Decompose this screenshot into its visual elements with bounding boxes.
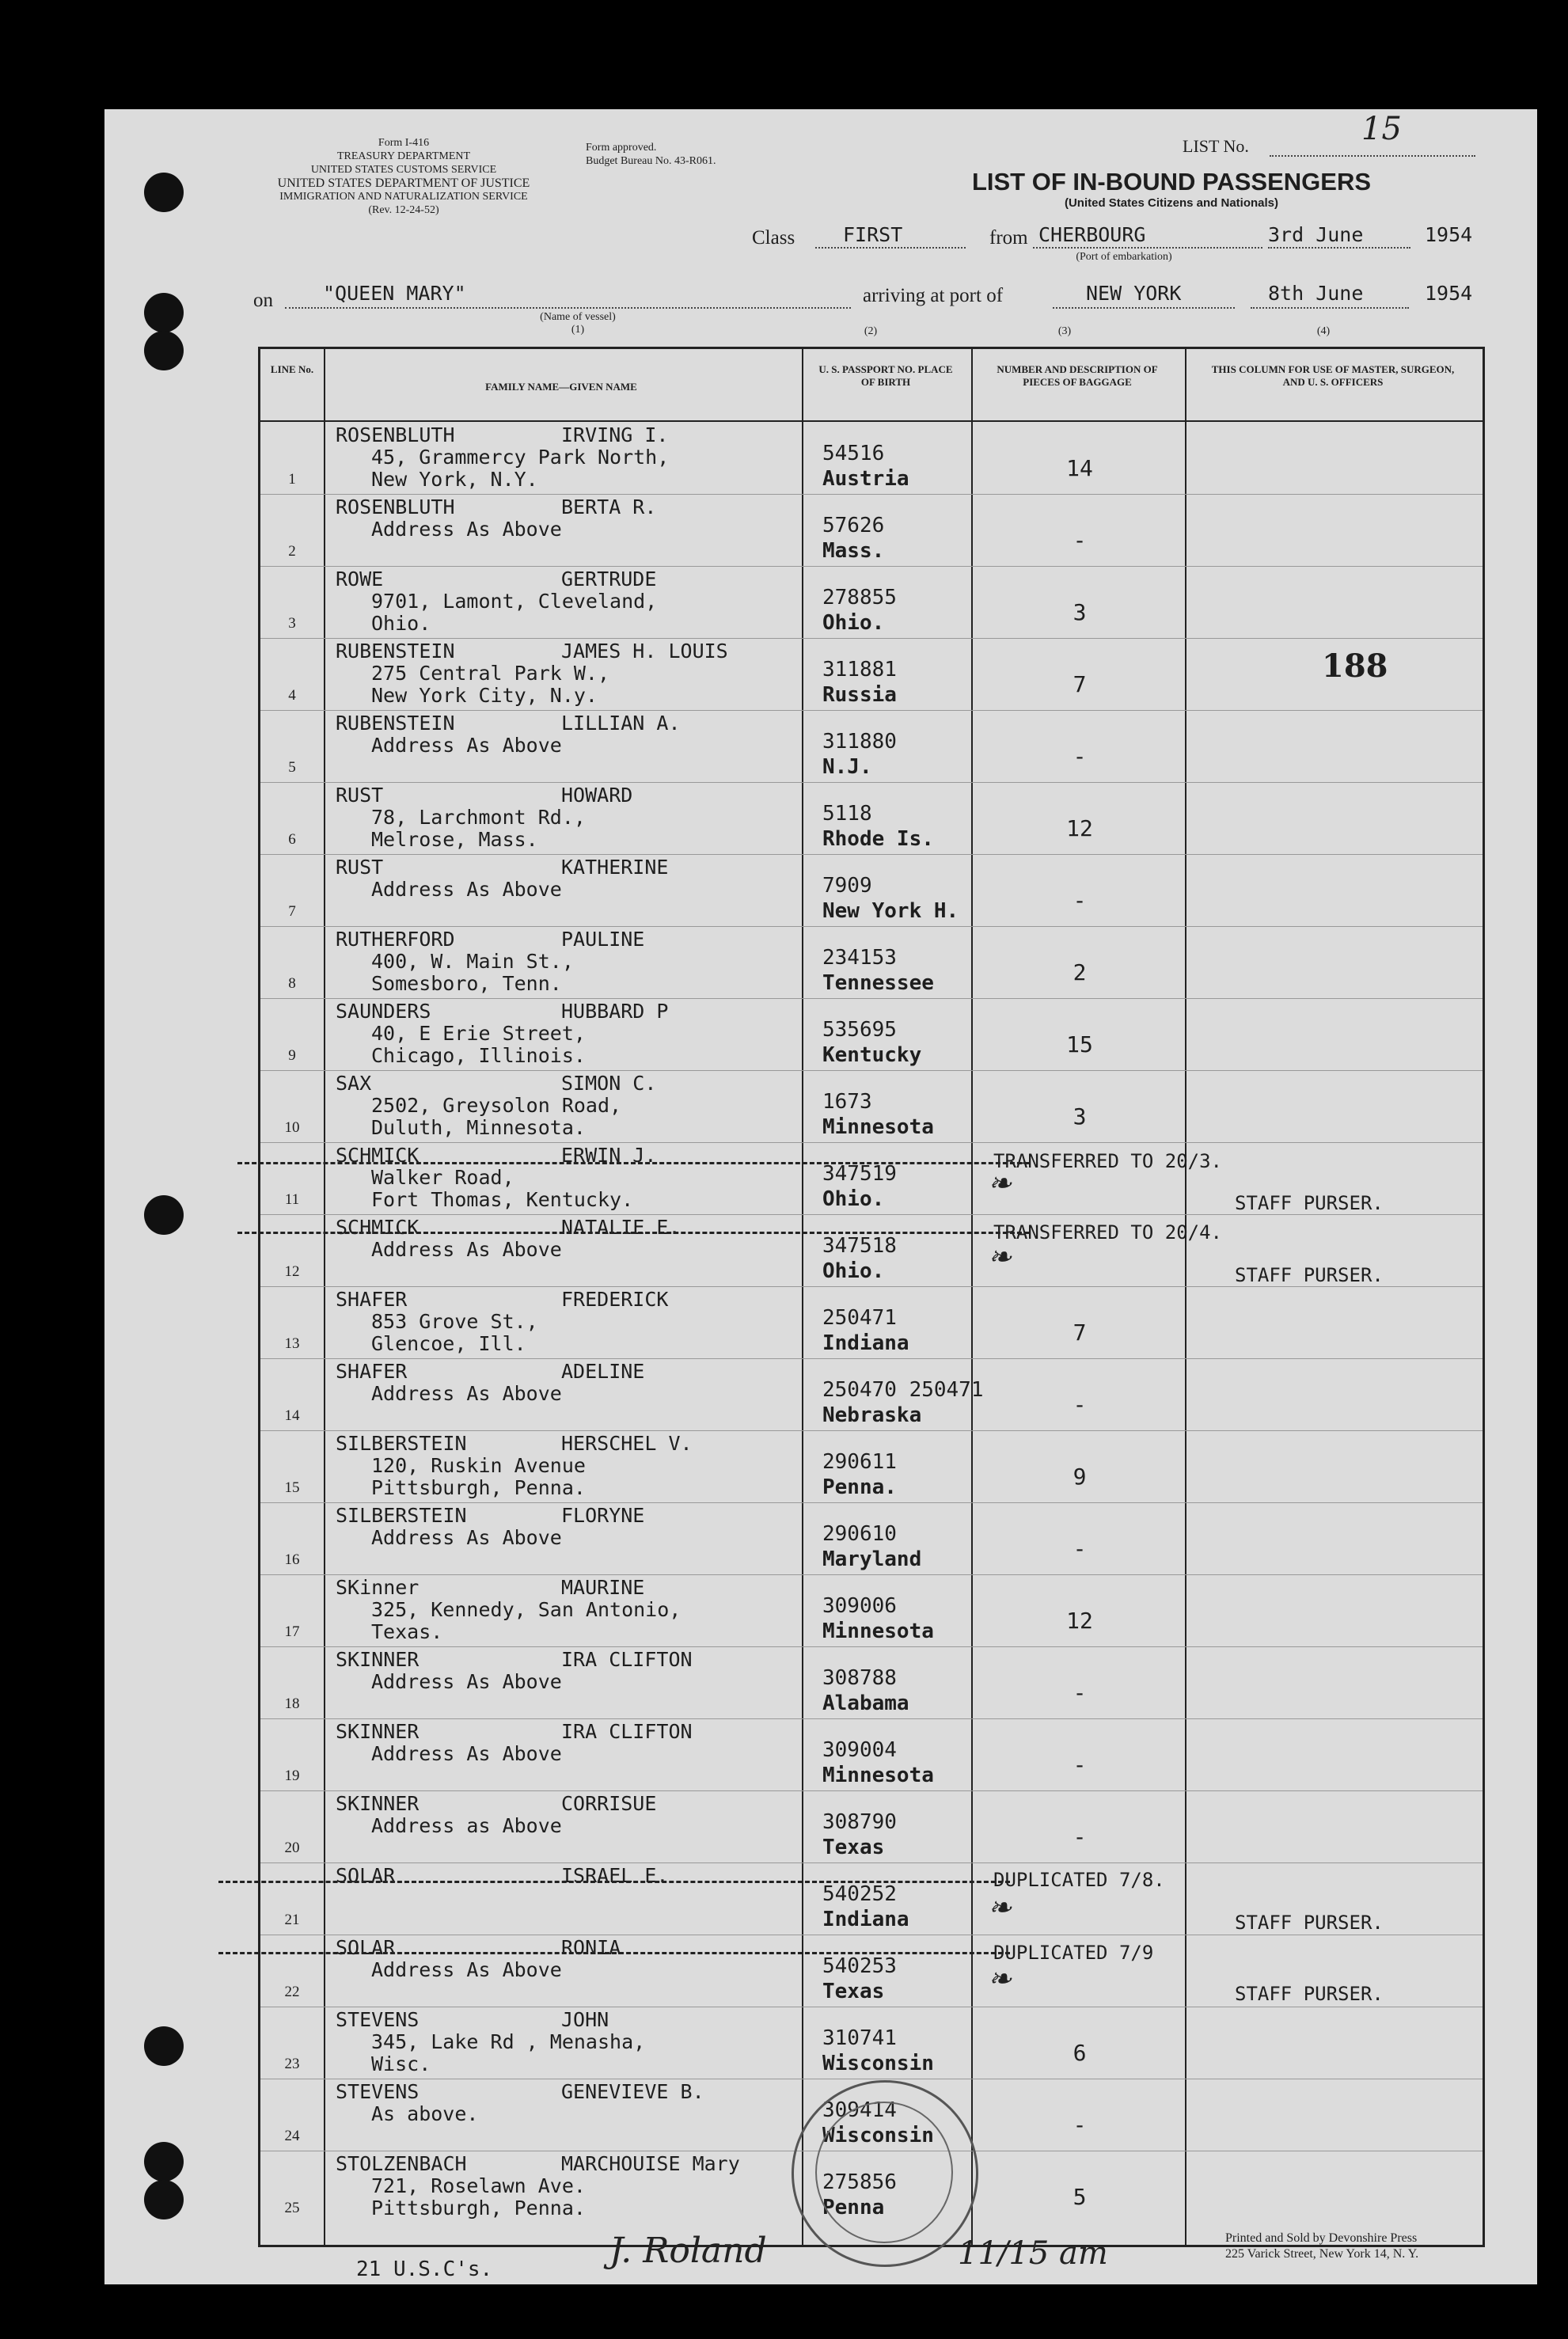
passport-number: 234153: [822, 946, 897, 970]
address-line-1: 120, Ruskin Avenue: [371, 1454, 586, 1477]
line-number: 8: [288, 975, 296, 992]
embark-date: 3rd June: [1268, 223, 1364, 246]
given-name: SIMON C.: [561, 1072, 657, 1095]
arrival-port: NEW YORK: [1086, 282, 1182, 305]
class-value: FIRST: [843, 223, 903, 246]
place-of-birth: Tennessee: [822, 971, 934, 995]
family-name: STOLZENBACH: [336, 2152, 467, 2175]
passport-number: 309004: [822, 1738, 897, 1762]
line-number: 1: [288, 471, 296, 488]
family-name: SKINNER: [336, 1720, 420, 1743]
baggage-count: 7: [1073, 671, 1087, 697]
table-row: [260, 566, 1483, 638]
given-name: IRA CLIFTON: [561, 1648, 693, 1671]
staff-purser-12: STAFF PURSER.: [1235, 1264, 1384, 1286]
purser-signature: ❧: [988, 1892, 1012, 1924]
passport-number: 309006: [822, 1594, 897, 1618]
given-name: LILLIAN A.: [561, 712, 681, 735]
from-label: from: [989, 227, 1028, 249]
table-row: [260, 926, 1483, 998]
place-of-birth: Nebraska: [822, 1403, 922, 1427]
note-line-21: DUPLICATED 7/8.: [993, 1869, 1165, 1891]
given-name: HERSCHEL V.: [561, 1432, 693, 1455]
line-number: 21: [284, 1912, 300, 1928]
address-line-1: 853 Grove St.,: [371, 1310, 538, 1333]
family-name: SOLAR: [336, 1864, 396, 1887]
address-line-2: Pittsburgh, Penna.: [371, 1476, 586, 1499]
duplicate-dash-line: [218, 1952, 1010, 1954]
baggage-count: -: [1073, 887, 1087, 913]
line-number: 25: [284, 2200, 300, 2216]
address-line-1: Address As Above: [371, 1742, 562, 1765]
place-of-birth: Minnesota: [822, 1619, 934, 1643]
line-number: 10: [284, 1119, 300, 1136]
passport-number: 311880: [822, 730, 897, 754]
place-of-birth: Minnesota: [822, 1115, 934, 1139]
row-divider: [260, 1142, 1483, 1143]
baggage-count: -: [1073, 1752, 1087, 1778]
col-header-officers: THIS COLUMN FOR USE OF MASTER, SURGEON, AND U. S. OFFICERS: [1211, 363, 1455, 388]
place-of-birth: Kentucky: [822, 1043, 922, 1067]
address-line-2: Somesboro, Tenn.: [371, 972, 562, 995]
address-line-2: New York City, N.y.: [371, 684, 598, 707]
treasury-dept: TREASURY DEPARTMENT: [336, 150, 471, 162]
address-line-1: 400, W. Main St.,: [371, 950, 574, 973]
baggage-count: -: [1073, 1824, 1087, 1850]
arrival-year: 1954: [1425, 282, 1473, 305]
place-of-birth: Texas: [822, 1980, 885, 2003]
table-row: [260, 782, 1483, 854]
line-number: 12: [284, 1263, 300, 1280]
row-divider: [260, 854, 1483, 855]
table-row: [260, 1430, 1483, 1502]
family-name: SHAFER: [336, 1288, 408, 1311]
page-title: LIST OF IN-BOUND PASSENGERS: [971, 168, 1372, 196]
customs-service: UNITED STATES CUSTOMS SERVICE: [310, 164, 497, 176]
address-line-2: Pittsburgh, Penna.: [371, 2197, 586, 2219]
address-line-1: Address as Above: [371, 1814, 562, 1837]
address-line-2: Fort Thomas, Kentucky.: [371, 1188, 634, 1211]
address-line-1: 78, Larchmont Rd.,: [371, 806, 586, 829]
approval-block: [586, 141, 807, 168]
line-number: 23: [284, 2056, 300, 2072]
line-number: 2: [288, 543, 296, 560]
from-line: [1033, 247, 1262, 249]
embark-year: 1954: [1425, 223, 1473, 246]
given-name: HUBBARD P: [561, 1000, 669, 1023]
port-embark-note: (Port of embarkation): [1076, 251, 1172, 263]
passport-number: 290610: [822, 1522, 897, 1546]
baggage-count: -: [1073, 2112, 1087, 2138]
passport-number: 290611: [822, 1450, 897, 1474]
line-number: 19: [284, 1768, 300, 1784]
row-divider: [260, 494, 1483, 495]
address-line-2: Wisc.: [371, 2052, 431, 2075]
passport-number: 540253: [822, 1954, 897, 1978]
staff-purser-11: STAFF PURSER.: [1235, 1192, 1384, 1214]
family-name: RUTHERFORD: [336, 928, 455, 951]
row-divider: [260, 1790, 1483, 1791]
table-row: [260, 1286, 1483, 1358]
row-divider: [260, 1430, 1483, 1431]
passport-number: 535695: [822, 1018, 897, 1042]
given-name: HOWARD: [561, 784, 633, 807]
address-line-2: Duluth, Minnesota.: [371, 1116, 586, 1139]
col-num-2: (2): [864, 325, 878, 337]
port-line: [1053, 307, 1235, 309]
family-name: STEVENS: [336, 2008, 420, 2031]
line-number: 5: [288, 759, 296, 776]
embark-date-line: [1268, 247, 1410, 249]
address-line-1: 275 Central Park W.,: [371, 662, 610, 685]
place-of-birth: Penna.: [822, 1475, 897, 1499]
address-line-1: Address As Above: [371, 518, 562, 541]
passport-number: 57626: [822, 514, 885, 537]
baggage-count: -: [1073, 1536, 1087, 1562]
arriving-label: arriving at port of: [863, 285, 1004, 306]
table-row: [260, 1358, 1483, 1430]
address-line-2: Melrose, Mass.: [371, 828, 538, 851]
place-of-birth: Maryland: [822, 1547, 922, 1571]
line-number: 18: [284, 1695, 300, 1712]
baggage-count: 12: [1066, 815, 1093, 841]
place-of-birth: Wisconsin: [822, 2052, 934, 2075]
family-name: RUBENSTEIN: [336, 640, 455, 663]
vessel-name: "QUEEN MARY": [323, 282, 466, 305]
row-divider: [260, 1358, 1483, 1359]
col-header-name: FAMILY NAME—GIVEN NAME: [485, 381, 637, 393]
address-line-1: Address As Above: [371, 878, 562, 901]
line-number: 17: [284, 1623, 300, 1640]
address-line-2: Ohio.: [371, 612, 431, 635]
family-name: RUBENSTEIN: [336, 712, 455, 735]
arrival-date-line: [1251, 307, 1409, 309]
purser-signature: ❧: [988, 1241, 1012, 1274]
printer-imprint: [1225, 2231, 1418, 2262]
binder-hole: [144, 2142, 184, 2181]
family-name: ROWE: [336, 568, 384, 590]
vessel-line: [285, 307, 851, 309]
family-name: SAX: [336, 1072, 372, 1095]
address-line-1: Address As Above: [371, 1958, 562, 1981]
line-number: 6: [288, 831, 296, 848]
passport-number: 250470 250471: [822, 1378, 984, 1402]
baggage-count: 3: [1073, 599, 1087, 625]
table-row: [260, 854, 1483, 926]
vessel-note: (Name of vessel): [540, 311, 616, 323]
table-row: [260, 638, 1483, 710]
port-stamp-inner: [815, 2102, 953, 2243]
place-of-birth: N.J.: [822, 755, 872, 779]
row-divider: [260, 1070, 1483, 1071]
address-line-1: 40, E Erie Street,: [371, 1022, 586, 1045]
passport-number: 250471: [822, 1306, 897, 1330]
place-of-birth: Mass.: [822, 539, 885, 563]
family-name: SILBERSTEIN: [336, 1504, 467, 1527]
place-of-birth: Penna: [822, 2196, 885, 2219]
table-row: [260, 1070, 1483, 1142]
row-divider: [260, 1502, 1483, 1503]
col-num-4: (4): [1316, 325, 1331, 337]
place-of-birth: Austria: [822, 467, 909, 491]
passport-number: 7909: [822, 874, 872, 898]
place-of-birth: Rhode Is.: [822, 827, 934, 851]
officer-mark: 188: [1322, 647, 1388, 685]
table-row: [260, 710, 1483, 782]
family-name: SCHMICK: [336, 1216, 420, 1239]
table-row: [260, 1502, 1483, 1574]
family-name: SKINNER: [336, 1792, 420, 1815]
binder-hole: [144, 2026, 184, 2066]
col-header-baggage: NUMBER AND DESCRIPTION OF PIECES OF BAGGAGE: [997, 363, 1158, 388]
address-line-2: Glencoe, Ill.: [371, 1332, 526, 1355]
passenger-table: [258, 347, 1485, 2247]
baggage-count: -: [1073, 527, 1087, 553]
row-divider: [260, 710, 1483, 711]
line-number: 15: [284, 1479, 300, 1496]
baggage-count: 3: [1073, 1103, 1087, 1130]
address-line-1: 325, Kennedy, San Antonio,: [371, 1598, 681, 1621]
address-line-1: 345, Lake Rd , Menasha,: [371, 2030, 646, 2053]
given-name: MARCHOUISE Mary: [561, 2152, 740, 2175]
staff-purser-21: STAFF PURSER.: [1235, 1912, 1384, 1934]
address-line-1: Address As Above: [371, 1670, 562, 1693]
printer-line-1: Printed and Sold by Devonshire Press: [1225, 2231, 1418, 2245]
table-row: [260, 422, 1483, 494]
table-row: [260, 1574, 1483, 1646]
place-of-birth: Ohio.: [822, 1187, 885, 1211]
baggage-count: 12: [1066, 1608, 1093, 1634]
given-name: ERWIN J.: [561, 1144, 657, 1167]
budget-bureau: Budget Bureau No. 43-R061.: [586, 155, 716, 167]
table-row: [260, 494, 1483, 566]
table-row: [260, 1718, 1483, 1790]
place-of-birth: New York H.: [822, 899, 959, 923]
line-number: 4: [288, 687, 296, 704]
baggage-count: -: [1073, 743, 1087, 769]
given-name: JAMES H. LOUIS: [561, 640, 728, 663]
place-of-birth: Wisconsin: [822, 2124, 934, 2147]
citizen-count: 21 U.S.C's.: [356, 2257, 493, 2281]
binder-hole: [144, 331, 184, 370]
baggage-count: 9: [1073, 1464, 1087, 1490]
baggage-count: 6: [1073, 2040, 1087, 2066]
vessel-col-num: (1): [571, 324, 585, 336]
passport-number: 309414: [822, 2098, 897, 2122]
passport-number: 275856: [822, 2170, 897, 2194]
family-name: SKinner: [336, 1576, 420, 1599]
address-line-1: Walker Road,: [371, 1166, 514, 1189]
col-header-passport: U. S. PASSPORT NO. PLACE OF BIRTH: [818, 363, 953, 388]
page-subtitle: (United States Citizens and Nationals): [1064, 196, 1279, 210]
table-row: [260, 1790, 1483, 1862]
given-name: FREDERICK: [561, 1288, 669, 1311]
class-label: Class: [752, 227, 795, 249]
passport-number: 278855: [822, 586, 897, 609]
address-line-2: New York, N.Y.: [371, 468, 538, 491]
given-name: IRVING I.: [561, 423, 669, 446]
family-name: SOLAR: [336, 1936, 396, 1959]
baggage-count: -: [1073, 1680, 1087, 1706]
baggage-count: 7: [1073, 1319, 1087, 1346]
address-line-1: 2502, Greysolon Road,: [371, 1094, 622, 1117]
given-name: JOHN: [561, 2008, 609, 2031]
family-name: STEVENS: [336, 2080, 420, 2103]
given-name: ADELINE: [561, 1360, 645, 1383]
col-num-3: (3): [1057, 325, 1072, 337]
binder-hole: [144, 293, 184, 332]
table-row: [260, 2007, 1483, 2079]
passport-number: 540252: [822, 1882, 897, 1906]
baggage-count: 2: [1073, 959, 1087, 985]
passport-number: 347519: [822, 1162, 897, 1186]
place-of-birth: Alabama: [822, 1692, 909, 1715]
place-of-birth: Russia: [822, 683, 897, 707]
row-divider: [260, 1574, 1483, 1575]
family-name: ROSENBLUTH: [336, 423, 455, 446]
row-divider: [260, 566, 1483, 567]
given-name: RONIA: [561, 1936, 621, 1959]
address-line-1: Address As Above: [371, 1238, 562, 1261]
row-divider: [260, 926, 1483, 927]
given-name: IRA CLIFTON: [561, 1720, 693, 1743]
passport-number: 347518: [822, 1234, 897, 1258]
address-line-1: As above.: [371, 2102, 479, 2125]
inspection-time: 11/15 am: [958, 2235, 1108, 2272]
place-of-birth: Ohio.: [822, 611, 885, 635]
family-name: SHAFER: [336, 1360, 408, 1383]
passport-number: 54516: [822, 442, 885, 465]
given-name: GENEVIEVE B.: [561, 2080, 704, 2103]
row-divider: [260, 782, 1483, 783]
address-line-1: Address As Above: [371, 734, 562, 757]
form-agency-block: [237, 136, 570, 217]
family-name: SILBERSTEIN: [336, 1432, 467, 1455]
given-name: MAURINE: [561, 1576, 645, 1599]
given-name: NATALIE E.: [561, 1216, 681, 1239]
binder-hole: [144, 173, 184, 212]
address-line-1: 9701, Lamont, Cleveland,: [371, 590, 658, 613]
staff-purser-22: STAFF PURSER.: [1235, 1983, 1384, 2005]
address-line-1: 721, Roselawn Ave.: [371, 2174, 586, 2197]
passport-number: 308788: [822, 1666, 897, 1690]
note-line-12: TRANSFERRED TO 20/4.: [993, 1221, 1222, 1244]
place-of-birth: Minnesota: [822, 1764, 934, 1787]
justice-dept: UNITED STATES DEPARTMENT OF JUSTICE: [277, 177, 530, 190]
address-line-2: Texas.: [371, 1620, 443, 1643]
transfer-dash-line: [237, 1232, 1029, 1234]
given-name: ISRAEL E.: [561, 1864, 669, 1887]
family-name: RUST: [336, 784, 384, 807]
row-divider: [260, 1862, 1483, 1863]
given-name: CORRISUE: [561, 1792, 657, 1815]
col-header-line-no: LINE No.: [270, 363, 314, 375]
given-name: BERTA R.: [561, 496, 657, 518]
family-name: ROSENBLUTH: [336, 496, 455, 518]
binder-hole: [144, 2180, 184, 2219]
line-number: 22: [284, 1984, 300, 2000]
arrival-date: 8th June: [1268, 282, 1364, 305]
line-number: 14: [284, 1407, 300, 1424]
table-row: [260, 998, 1483, 1070]
table-row: [260, 1646, 1483, 1718]
baggage-count: 15: [1066, 1031, 1093, 1057]
family-name: RUST: [336, 856, 384, 879]
given-name: PAULINE: [561, 928, 645, 951]
given-name: KATHERINE: [561, 856, 669, 879]
form-rev: (Rev. 12-24-52): [368, 204, 439, 216]
class-line: [815, 247, 966, 249]
passport-number: 1673: [822, 1090, 872, 1114]
form-id: Form I-416: [378, 137, 430, 149]
line-number: 11: [284, 1191, 300, 1208]
duplicate-dash-line: [218, 1881, 1010, 1883]
line-number: 3: [288, 615, 296, 632]
line-number: 24: [284, 2128, 300, 2144]
passport-number: 5118: [822, 802, 872, 826]
row-divider: [260, 638, 1483, 639]
family-name: SCHMICK: [336, 1144, 420, 1167]
purser-signature: ❧: [988, 1963, 1012, 1995]
address-line-1: Address As Above: [371, 1526, 562, 1549]
note-line-11: TRANSFERRED TO 20/3.: [993, 1150, 1222, 1172]
given-name: FLORYNE: [561, 1504, 645, 1527]
line-number: 7: [288, 903, 296, 920]
address-line-2: Chicago, Illinois.: [371, 1044, 586, 1067]
place-of-birth: Indiana: [822, 1908, 909, 1931]
line-number: 13: [284, 1335, 300, 1352]
list-no-line: [1270, 155, 1475, 157]
address-line-1: Address As Above: [371, 1382, 562, 1405]
binder-hole: [144, 1195, 184, 1235]
row-divider: [260, 1718, 1483, 1719]
list-no-label: LIST No.: [1183, 136, 1249, 156]
line-number: 20: [284, 1840, 300, 1856]
baggage-count: 5: [1073, 2184, 1087, 2210]
given-name: GERTRUDE: [561, 568, 657, 590]
place-of-birth: Indiana: [822, 1331, 909, 1355]
row-divider: [260, 1646, 1483, 1647]
place-of-birth: Ohio.: [822, 1259, 885, 1283]
ins-service: IMMIGRATION AND NATURALIZATION SERVICE: [279, 191, 528, 203]
transfer-dash-line: [237, 1162, 1029, 1164]
note-line-22: DUPLICATED 7/9: [993, 1942, 1154, 1964]
purser-signature: ❧: [988, 1168, 1012, 1200]
line-number: 9: [288, 1047, 296, 1064]
baggage-count: 14: [1066, 455, 1093, 481]
from-value: CHERBOURG: [1038, 223, 1146, 246]
line-number: 16: [284, 1551, 300, 1568]
baggage-count: -: [1073, 1392, 1087, 1418]
inspector-signature: J. Roland: [609, 2231, 767, 2271]
list-no-value: 15: [1361, 111, 1402, 147]
row-divider: [260, 998, 1483, 999]
family-name: SAUNDERS: [336, 1000, 431, 1023]
address-line-1: 45, Grammercy Park North,: [371, 446, 670, 469]
form-approved: Form approved.: [586, 142, 657, 154]
passport-number: 311881: [822, 658, 897, 682]
passport-number: 308790: [822, 1810, 897, 1834]
family-name: SKINNER: [336, 1648, 420, 1671]
printer-line-2: 225 Varick Street, New York 14, N. Y.: [1225, 2247, 1419, 2261]
place-of-birth: Texas: [822, 1836, 885, 1859]
passport-number: 310741: [822, 2026, 897, 2050]
on-label: on: [253, 290, 273, 311]
